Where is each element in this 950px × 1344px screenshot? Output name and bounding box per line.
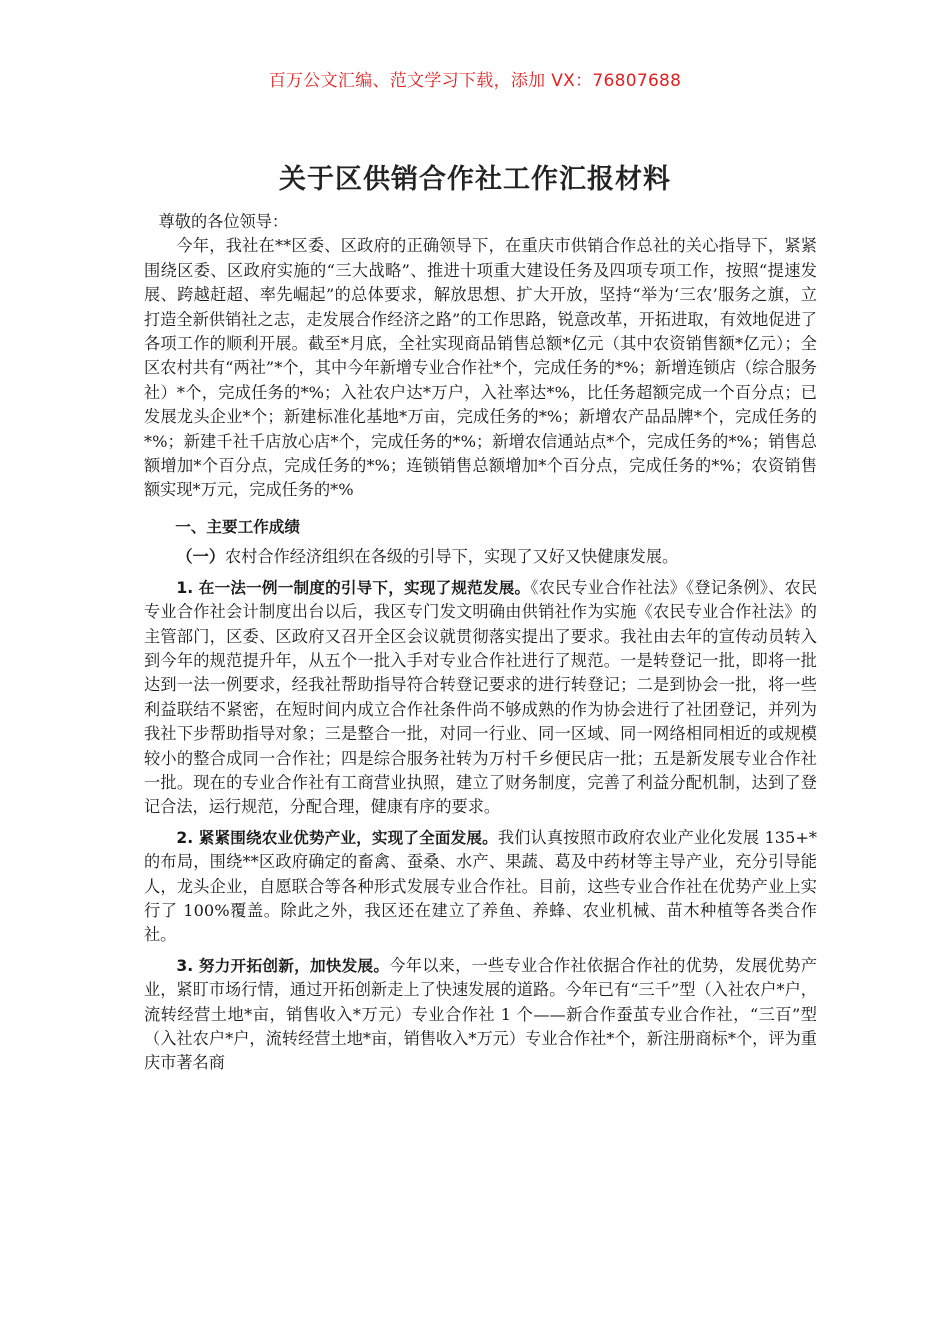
subsection-heading: [144, 545, 817, 569]
salutation: 尊敬的各位领导：: [158, 212, 289, 231]
item-paragraph-1: [144, 576, 817, 820]
item-paragraph-3: [144, 954, 817, 1076]
subsection-text: 农村合作经济组织在各级的引导下，实现了又好又快健康发展。: [224, 547, 679, 567]
header-contact-note: 百万公文汇编、范文学习下载，添加 VX：76807688: [268, 71, 682, 91]
item-text-3: 今年以来，一些专业合作社依据合作社的优势，发展优势产业，紧盯市场行情，通过开拓创新走上了快速发展的道路。今年已有“三千”型（入社农户*户，流转经营土地*亩，销售收入*万元）专业合作社 1 个——新合作蚕茧专业合作社，“三百”型（入社农户*户，流转经营土地*亩，销售收入*万元）专业合作社*个，新注册商标*个，评为重庆市著名商: [144, 955, 818, 1073]
section-heading: 一、主要工作成绩: [175, 517, 300, 536]
intro-paragraph: 今年，我社在**区委、区政府的正确领导下，在重庆市供销合作总社的关心指导下，紧紧围绕区委、区政府实施的“三大战略”、推进十项重大建设任务及四项专项工作，按照“提速发展、跨越赶超、率先崛起”的总体要求，解放思想、扩大开放，坚持“举为‘三农’服务之旗，立打造全新供销社之志，走发展合作经济之路”的工作思路，锐意改革，开拓进取，有效地促进了各项工作的顺利开展。截至*月底，全社实现商品销售总额*亿元（其中农资销售额*亿元）；全区农村共有“两社”*个，其中今年新增专业合作社*个，完成任务的*%；新增连锁店（综合服务社）*个，完成任务的*%；入社农户达*万户，入社率达*%，比任务超额完成一个百分点；已发展龙头企业*个；新建标准化基地*万亩，完成任务的*%；新增农产品品牌*个，完成任务的*%；新建千社千店放心店*个，完成任务的*%；新增农信通站点*个，完成任务的*%；销售总额增加*个百分点，完成任务的*%；连锁销售总额增加*个百分点，完成任务的*%；农资销售额实现*万元，完成任务的*%: [144, 236, 817, 500]
item-text-1: 《农民专业合作社法》《登记条例》、农民专业合作社会计制度出台以后，我区专门发文明确由供销社作为实施《农民专业合作社法》的主管部门，区委、区政府又召开全区会议就贯彻落实提出了要求。我社由去年的宣传动员转入到今年的规范提升年，从五个一批入手对专业合作社进行了规范。一是转登记一批，即将一批达到一法一例要求，经我社帮助指导符合转登记要求的进行转登记；二是到协会一批，将一些利益联结不紧密，在短时间内成立合作社条件尚不够成熟的作为协会进行了社团登记，并列为我社下步帮助指导对象；三是整合一批，对同一行业、同一区域、同一网络相同相近的或规模较小的整合成同一合作社；四是综合服务社转为万村千乡便民店一批；五是新发展专业合作社一批。现在的专业合作社有工商营业执照，建立了财务制度，完善了利益分配机制，达到了登记合法，运行规范，分配合理，健康有序的要求。: [144, 577, 818, 817]
document-title: 关于区供销合作社工作汇报材料: [279, 164, 671, 195]
document-body: [144, 210, 817, 1082]
item-lead-3: 3. 努力开拓创新，加快发展。: [176, 956, 390, 975]
item-paragraph-2: [144, 826, 817, 948]
item-lead-1: 1. 在一法一例一制度的引导下，实现了规范发展。: [176, 578, 531, 597]
subsection-label: （一）: [176, 547, 225, 567]
item-text-2: 我们认真按照市政府农业产业化发展 135+*的布局，围绕**区政府确定的畜禽、蚕桑、水产、果蔬、葛及中药材等主导产业，充分引导能人，龙头企业，自愿联合等各种形式发展专业合作社。目前，这些专业合作社在优势产业上实行了 100%覆盖。除此之外，我区还在建立了养鱼、养蜂、农业机械、苗木种植等各类合作社。: [144, 827, 818, 945]
item-lead-2: 2. 紧紧围绕农业优势产业，实现了全面发展。: [176, 828, 498, 847]
